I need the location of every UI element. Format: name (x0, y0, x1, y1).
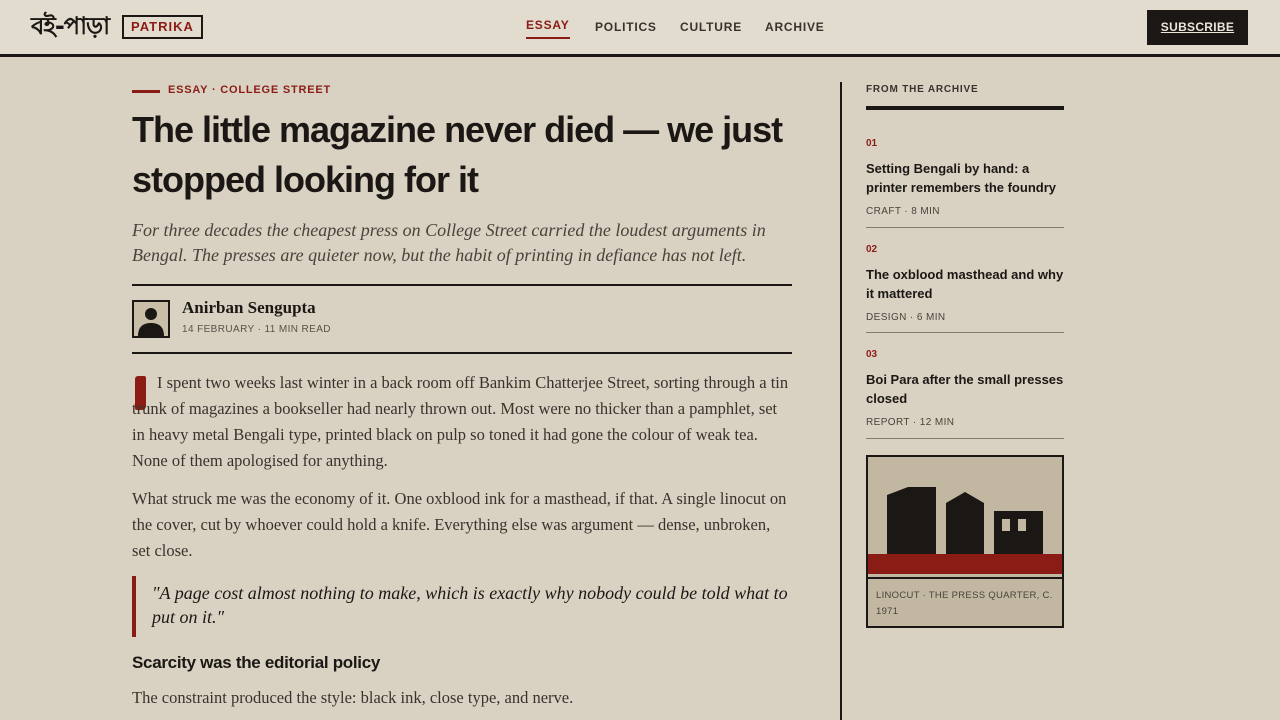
nav-item-politics[interactable]: POLITICS (595, 20, 657, 34)
pull-quote: "A page cost almost nothing to make, which is exactly why nobody could be told what to put on it." (132, 576, 792, 637)
linocut-figure (866, 455, 1064, 628)
byline-rule-top (132, 284, 792, 286)
sidebar-heading-rule (866, 106, 1064, 110)
sidebar-divider (840, 82, 842, 720)
archive-item-rule (866, 332, 1064, 333)
archive-item-rule (866, 438, 1064, 439)
site-header (0, 0, 1280, 57)
nav-item-culture[interactable]: CULTURE (680, 20, 743, 34)
article-title: The little magazine never died — we just stopped looking for it (132, 109, 783, 200)
linocut-caption: LINOCUT · THE PRESS QUARTER, C. 1971 (876, 590, 1053, 617)
archive-item-number: 02 (866, 244, 878, 255)
nav-item-essay[interactable]: ESSAY (526, 18, 570, 39)
kicker-rule (132, 90, 160, 93)
archive-item-meta: CRAFT · 8 MIN (866, 206, 940, 217)
archive-item-1[interactable] (866, 138, 1064, 217)
nav-item-archive[interactable]: ARCHIVE (765, 20, 825, 34)
article-paragraph-1: I spent two weeks last winter in a back room off Bankim Chatterjee Street, sorting through a tin trunk of magazines a bookseller had nearly thrown out. Most were no thicker than a pamphlet, set in heavy metal Bengali type, printed black on pulp so toned it had gone the colour of weak tea. None of them apologised for anything. (132, 373, 789, 470)
archive-item-2[interactable] (866, 244, 1064, 323)
article-dek: For three decades the cheapest press on College Street carried the loudest arguments in Bengal. The presses are quieter now, but the habit of printing in defiance has not left. (132, 220, 766, 265)
byline-rule-bottom (132, 352, 792, 354)
author-name[interactable]: Anirban Sengupta (182, 298, 316, 317)
archive-item-meta: REPORT · 12 MIN (866, 417, 955, 428)
article-kicker[interactable]: ESSAY · COLLEGE STREET (168, 84, 332, 96)
person-icon (134, 302, 168, 336)
article-paragraph-2: What struck me was the economy of it. One oxblood ink for a masthead, if that. A single linocut on the cover, cut by whoever could hold a knife. Everything else was argument — dense, unbroken, set close. (132, 489, 787, 560)
patrika-badge: PATRIKA (122, 15, 203, 39)
archive-item-3[interactable] (866, 349, 1064, 428)
byline-meta: 14 FEBRUARY · 11 MIN READ (182, 324, 331, 335)
author-avatar[interactable] (132, 300, 170, 338)
archive-item-title[interactable]: Boi Para after the small presses closed (866, 372, 1064, 406)
press-quarter-linocut-illustration (868, 457, 1062, 579)
subscribe-button[interactable]: SUBSCRIBE (1147, 10, 1248, 45)
site-logo[interactable]: বই-পাড়া (31, 12, 110, 40)
archive-item-number: 01 (866, 138, 878, 149)
linocut-caption-rule (868, 577, 1062, 579)
archive-item-number: 03 (866, 349, 878, 360)
article-paragraph-3: The constraint produced the style: black ink, close type, and nerve. (132, 688, 574, 707)
archive-item-meta: DESIGN · 6 MIN (866, 312, 946, 323)
archive-item-rule (866, 227, 1064, 228)
article-subhead: Scarcity was the editorial policy (132, 653, 381, 672)
archive-item-title[interactable]: The oxblood masthead and why it mattered (866, 267, 1064, 301)
archive-item-title[interactable]: Setting Bengali by hand: a printer remembers the foundry (866, 161, 1056, 195)
sidebar-heading: FROM THE ARCHIVE (866, 84, 979, 95)
